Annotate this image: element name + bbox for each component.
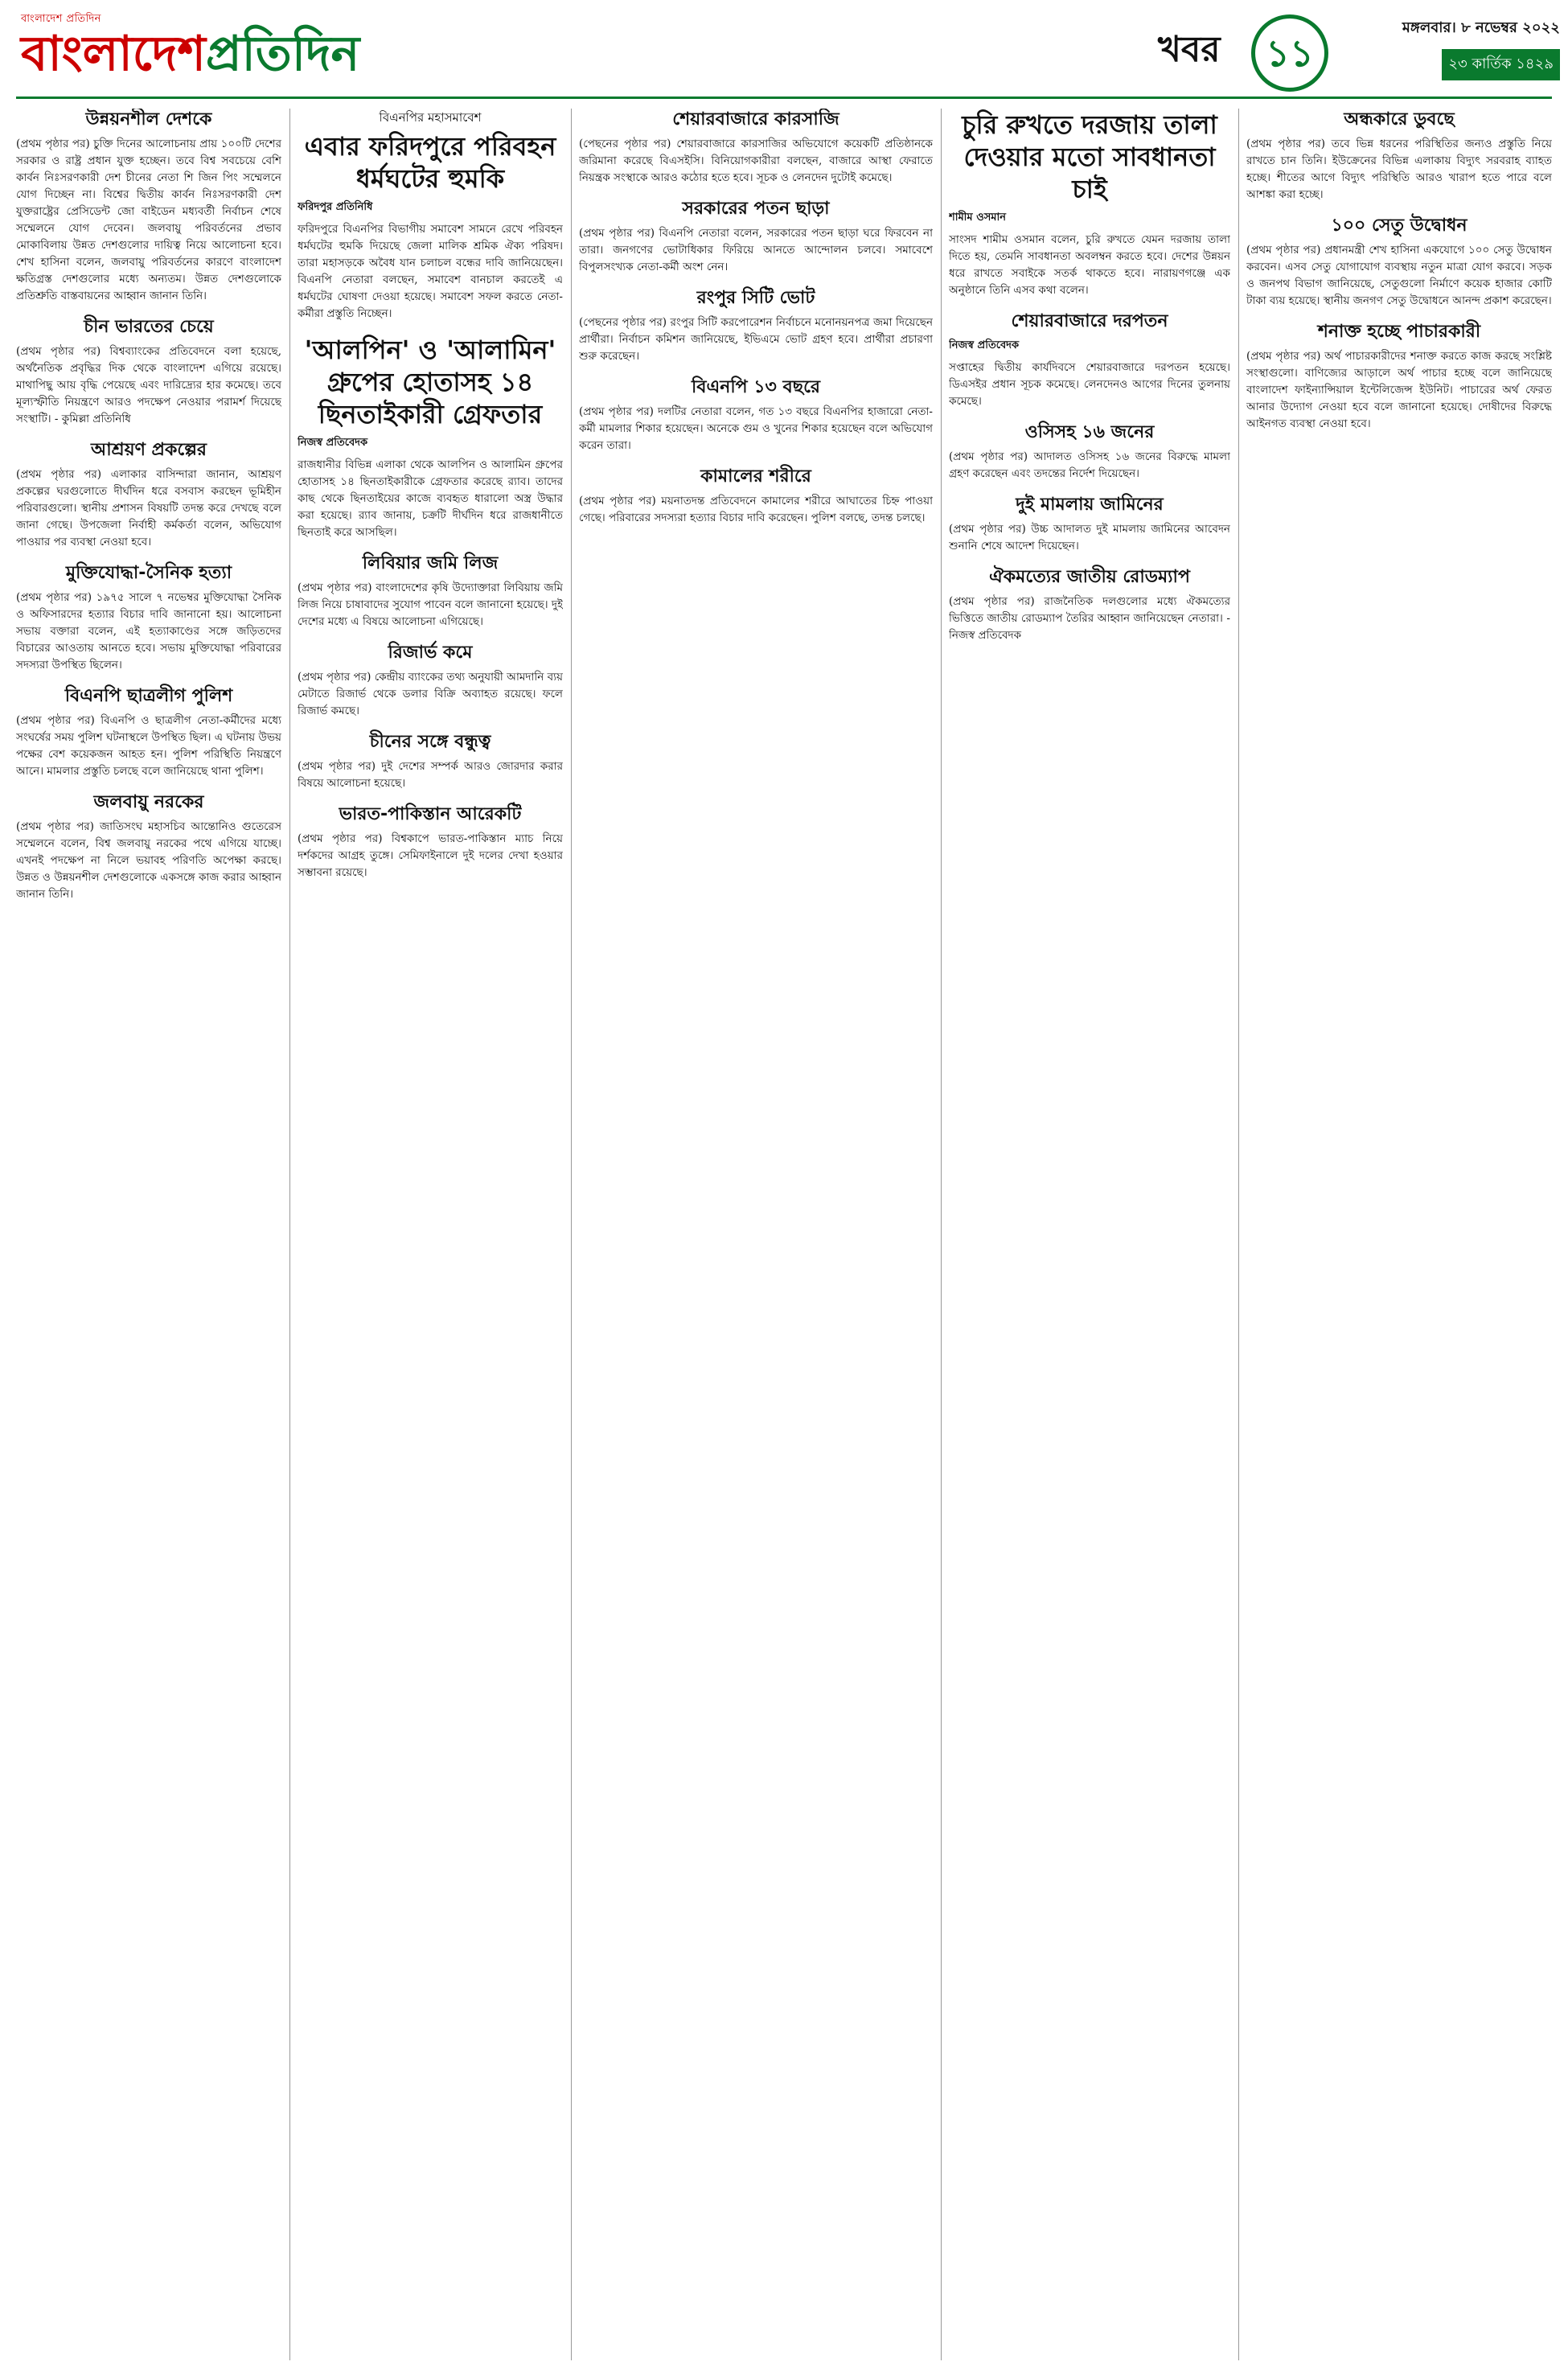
date-bengali: ২৩ কার্তিক ১৪২৯ [1442, 49, 1560, 80]
story-body: (প্রথম পৃষ্ঠার পর) দলটির নেতারা বলেন, গত ১৩ বছরে বিএনপির হাজারো নেতা-কর্মী মামলার শিকার হয়েছেন। অনেকে গুম ও খুনের শিকার হয়েছেন বলে অভিযোগ করেন তারা। [579, 405, 933, 452]
story-headline[interactable]: রংপুর সিটি ভোট [696, 288, 815, 308]
story-body: (প্রথম পৃষ্ঠার পর) এলাকার বাসিন্দারা জানান, আশ্রয়ণ প্রকল্পের ঘরগুলোতে দীর্ঘদিন ধরে বসবাস করছেন ভূমিহীন পরিবারগুলো। স্থানীয় প্রশাসন বিষয়টি তদন্ত করে দেখছে বলে জানা গেছে। উপজেলা নির্বাহী কর্মকর্তা বলেন, অভিযোগ পাওয়ার পর ব্যবস্থা নেওয়া হবে। [16, 468, 281, 548]
story-headline[interactable]: ঐকমত্যের জাতীয় রোডম্যাপ [989, 567, 1190, 587]
logo-accent: প্রতিদিন [205, 26, 360, 82]
column-3 [579, 109, 933, 2360]
logo-tagline: বাংলাদেশ প্রতিদিন [21, 13, 101, 25]
story-headline[interactable]: লিবিয়ার জমি লিজ [362, 553, 499, 573]
column-1 [16, 109, 281, 2360]
story-body: (প্রথম পৃষ্ঠার পর) ১৯৭৫ সালে ৭ নভেম্বর মুক্তিযোদ্ধা সৈনিক ও অফিসারদের হত্যার বিচার দাবি জানানো হয়। আলোচনা সভায় বক্তারা বলেন, এই হত্যাকাণ্ডের সঙ্গে জড়িতদের বিচারের আওতায় আনতে হবে। সভায় মুক্তিযোদ্ধা পরিবারের সদস্যরা উপস্থিত ছিলেন। [16, 591, 281, 672]
news-story[interactable] [1246, 109, 1552, 203]
news-story[interactable] [1246, 321, 1552, 433]
story-body: সাংসদ শামীম ওসমান বলেন, চুরি রুখতে যেমন দরজায় তালা দিতে হয়, তেমনি সাবধানতা অবলম্বন করতে হবে। দেশের উন্নয়ন ধরে রাখতে সবাইকে সতর্ক থাকতে হবে। নারায়ণগঞ্জে এক অনুষ্ঠানে তিনি এসব কথা বলেন। [949, 233, 1230, 297]
story-headline[interactable]: সরকারের পতন ছাড়া [682, 199, 830, 219]
story-headline[interactable]: শেয়ারবাজারে কারসাজি [672, 109, 839, 129]
news-story[interactable] [298, 642, 563, 720]
story-byline: নিজস্ব প্রতিবেদক [949, 339, 1020, 351]
story-body: (প্রথম পৃষ্ঠার পর) কেন্দ্রীয় ব্যাংকের তথ্য অনুযায়ী আমদানি ব্যয় মেটাতে রিজার্ভ থেকে ডলার বিক্রি অব্যাহত রয়েছে। ফলে রিজার্ভ কমছে। [298, 671, 563, 717]
newspaper-logo[interactable] [21, 11, 359, 80]
news-story[interactable] [16, 109, 281, 305]
story-body: (প্রথম পৃষ্ঠার পর) বিএনপি নেতারা বলেন, সরকারের পতন ছাড়া ঘরে ফিরবেন না তারা। জনগণের ভোটাধিকার ফিরিয়ে আনতে আন্দোলন চলবে। সমাবেশে বিপুলসংখ্যক নেতা-কর্মী অংশ নেন। [579, 227, 933, 273]
story-headline[interactable]: মুক্তিযোদ্ধা-সৈনিক হত্যা [65, 563, 232, 583]
news-story[interactable] [949, 310, 1230, 410]
column-divider [571, 109, 572, 2360]
story-headline[interactable]: জলবায়ু নরকের [93, 792, 204, 812]
story-body: (প্রথম পৃষ্ঠার পর) বিশ্বকাপে ভারত-পাকিস্তান ম্যাচ নিয়ে দর্শকদের আগ্রহ তুঙ্গে। সেমিফাইনালে দুই দলের দেখা হওয়ার সম্ভাবনা রয়েছে। [298, 832, 563, 879]
story-body: রাজধানীর বিভিন্ন এলাকা থেকে আলপিন ও আলামিন গ্রুপের হোতাসহ ১৪ ছিনতাইকারীকে গ্রেফতার করেছে র‍্যাব। তাদের কাছ থেকে ছিনতাইয়ের কাজে ব্যবহৃত ধারালো অস্ত্র উদ্ধার করা হয়েছে। র‍্যাব জানায়, চক্রটি দীর্ঘদিন ধরে রাজধানীতে ছিনতাই করে আসছিল। [298, 458, 563, 539]
column-2 [298, 109, 563, 2360]
page-number: ১১ [1251, 14, 1328, 92]
story-headline[interactable]: দুই মামলায় জামিনের [1016, 495, 1164, 515]
news-story[interactable] [579, 466, 933, 527]
story-body: ফরিদপুরে বিএনপির বিভাগীয় সমাবেশ সামনে রেখে পরিবহন ধর্মঘটের হুমকি দিয়েছে জেলা মালিক শ্রমিক ঐক্য পরিষদ। তারা মহাসড়কে অবৈধ যান চলাচল বন্ধের দাবি জানিয়েছেন। বিএনপি নেতারা বলছেন, সমাবেশ বানচাল করতেই এ ধর্মঘটের ঘোষণা দেওয়া হয়েছে। সমাবেশ সফল করতে নেতা-কর্মীরা প্রস্তুতি নিচ্ছেন। [298, 223, 563, 320]
news-story[interactable] [298, 334, 563, 541]
news-story[interactable] [579, 198, 933, 276]
news-story[interactable] [16, 439, 281, 551]
date-gregorian: মঙ্গলবার। ৮ নভেম্বর ২০২২ [1402, 19, 1560, 36]
story-headline[interactable]: ভারত-পাকিস্তান আরেকটি [339, 804, 522, 824]
news-story[interactable] [949, 109, 1230, 299]
logo-main: বাংলাদেশ [21, 26, 206, 82]
story-body: (প্রথম পৃষ্ঠার পর) আদালত ওসিসহ ১৬ জনের বিরুদ্ধে মামলা গ্রহণ করেছেন এবং তদন্তের নির্দেশ দিয়েছেন। [949, 450, 1230, 480]
news-story[interactable] [298, 731, 563, 792]
story-body: (প্রথম পৃষ্ঠার পর) উচ্চ আদালত দুই মামলায় জামিনের আবেদন শুনানি শেষে আদেশ দিয়েছেন। [949, 523, 1230, 552]
story-body: (প্রথম পৃষ্ঠার পর) বাংলাদেশের কৃষি উদ্যোক্তারা লিবিয়ায় জমি লিজ নিয়ে চাষাবাদের সুযোগ পাবেন বলে জানানো হয়েছে। দুই দেশের মধ্যে এ বিষয়ে আলোচনা এগিয়েছে। [298, 581, 563, 628]
story-headline[interactable]: চুরি রুখতে দরজায় তালা দেওয়ার মতো সাবধানতা চাই [962, 109, 1217, 204]
story-body: (প্রথম পৃষ্ঠার পর) অর্থ পাচারকারীদের শনাক্ত করতে কাজ করছে সংশ্লিষ্ট সংস্থাগুলো। বাণিজ্যের আড়ালে অর্থ পাচার হচ্ছে বলে জানিয়েছে বাংলাদেশ ফাইন্যান্সিয়াল ইন্টেলিজেন্স ইউনিট। পাচারের অর্থ ফেরত আনার উদ্যোগ নেওয়া হবে বলে জানানো হয়েছে। দোষীদের বিরুদ্ধে আইনগত ব্যবস্থা নেওয়া হবে। [1246, 350, 1552, 430]
story-headline[interactable]: চীনের সঙ্গে বন্ধুত্ব [369, 732, 491, 752]
story-byline: নিজস্ব প্রতিবেদক [298, 437, 368, 449]
section-title: খবর [1158, 29, 1221, 70]
story-body: (প্রথম পৃষ্ঠার পর) ময়নাতদন্ত প্রতিবেদনে কামালের শরীরে আঘাতের চিহ্ন পাওয়া গেছে। পরিবারের সদস্যরা হত্যার বিচার দাবি করেছেন। পুলিশ বলছে, তদন্ত চলছে। [579, 495, 933, 524]
news-story[interactable] [949, 421, 1230, 483]
story-body: (প্রথম পৃষ্ঠার পর) প্রধানমন্ত্রী শেখ হাসিনা একযোগে ১০০ সেতু উদ্বোধন করবেন। এসব সেতু যোগাযোগ ব্যবস্থায় নতুন মাত্রা যোগ করবে। সড়ক ও জনপথ বিভাগ জানিয়েছে, সেতুগুলো নির্মাণে কয়েক হাজার কোটি টাকা ব্যয় হয়েছে। স্থানীয় জনগণ সেতু উদ্বোধনে আনন্দ প্রকাশ করেছেন। [1246, 244, 1552, 307]
story-headline[interactable]: রিজার্ভ কমে [388, 643, 473, 663]
story-headline[interactable]: এবার ফরিদপুরে পরিবহন ধর্মঘটের হুমকি [304, 131, 556, 194]
column-5 [1246, 109, 1552, 2360]
news-story[interactable] [298, 803, 563, 881]
masthead-rule [16, 97, 1552, 99]
news-story[interactable] [16, 791, 281, 903]
news-story[interactable] [16, 562, 281, 674]
masthead [0, 0, 1568, 105]
story-body: (প্রথম পৃষ্ঠার পর) রাজনৈতিক দলগুলোর মধ্যে ঐকমত্যের ভিত্তিতে জাতীয় রোডম্যাপ তৈরির আহ্বান জানিয়েছেন নেতারা। - নিজস্ব প্রতিবেদক [949, 595, 1230, 642]
story-headline[interactable]: 'আলপিন' ও 'আলামিন' গ্রুপের হোতাসহ ১৪ ছিনতাইকারী গ্রেফতার [304, 335, 556, 429]
column-4 [949, 109, 1230, 2360]
news-story[interactable] [579, 376, 933, 454]
news-story[interactable] [949, 566, 1230, 644]
story-headline[interactable]: ওসিসহ ১৬ জনের [1024, 422, 1155, 442]
story-headline[interactable]: শেয়ারবাজারে দরপতন [1011, 311, 1168, 331]
news-story[interactable] [1246, 215, 1552, 310]
story-headline[interactable]: ১০০ সেতু উদ্বোধন [1331, 216, 1467, 236]
story-headline[interactable]: আশ্রয়ণ প্রকল্পের [90, 440, 207, 460]
story-body: (পেছনের পৃষ্ঠার পর) রংপুর সিটি করপোরেশন নির্বাচনে মনোনয়নপত্র জমা দিয়েছেন প্রার্থীরা। নির্বাচন কমিশন জানিয়েছে, ইভিএমে ভোট গ্রহণ হবে। প্রার্থীরা প্রচারণা শুরু করেছেন। [579, 316, 933, 363]
story-headline[interactable]: বিএনপি ১৩ বছরে [691, 377, 821, 397]
news-story[interactable] [579, 287, 933, 365]
column-divider [941, 109, 942, 2360]
news-story[interactable] [298, 552, 563, 630]
story-headline[interactable]: চীন ভারতের চেয়ে [84, 317, 214, 337]
story-byline: শামীম ওসমান [949, 212, 1007, 224]
story-headline[interactable]: অন্ধকারে ডুবছে [1344, 109, 1455, 129]
story-body: (পেছনের পৃষ্ঠার পর) শেয়ারবাজারে কারসাজির অভিযোগে কয়েকটি প্রতিষ্ঠানকে জরিমানা করেছে বিএসইসি। বিনিয়োগকারীরা বলছেন, বাজারে আস্থা ফেরাতে নিয়ন্ত্রক সংস্থাকে আরও কঠোর হতে হবে। সূচক ও লেনদেন দুটোই কমেছে। [579, 138, 933, 184]
column-divider [289, 109, 290, 2360]
news-story[interactable] [579, 109, 933, 187]
dateline [1327, 16, 1560, 80]
story-body: (প্রথম পৃষ্ঠার পর) দুই দেশের সম্পর্ক আরও জোরদার করার বিষয়ে আলোচনা হয়েছে। [298, 760, 563, 790]
story-body: (প্রথম পৃষ্ঠার পর) বিশ্বব্যাংকের প্রতিবেদনে বলা হয়েছে, অর্থনৈতিক প্রবৃদ্ধির দিক থেকে বাংলাদেশ এগিয়ে রয়েছে। মাথাপিছু আয় বৃদ্ধি পেয়েছে এবং দারিদ্র্যের হার কমেছে। তবে মূল্যস্ফীতি নিয়ন্ত্রণে আরও পদক্ষেপ নেওয়ার পরামর্শ দিয়েছে সংস্থাটি। - কুমিল্লা প্রতিনিধি [16, 345, 281, 425]
story-headline[interactable]: বিএনপি ছাত্রলীগ পুলিশ [64, 686, 233, 706]
news-story[interactable] [16, 316, 281, 428]
story-byline: ফরিদপুর প্রতিনিধি [298, 201, 373, 213]
news-story[interactable] [16, 685, 281, 780]
story-kicker: বিএনপির মহাসমাবেশ [379, 110, 482, 125]
news-story[interactable] [949, 494, 1230, 555]
story-headline[interactable]: উন্নয়নশীল দেশকে [85, 109, 212, 129]
story-headline[interactable]: শনাক্ত হচ্ছে পাচারকারী [1317, 322, 1481, 342]
story-headline[interactable]: কামালের শরীরে [700, 466, 811, 487]
story-body: (প্রথম পৃষ্ঠার পর) জাতিসংঘ মহাসচিব আন্তোনিও গুতেরেস সম্মেলনে বলেন, বিশ্ব জলবায়ু নরকের পথে এগিয়ে যাচ্ছে। এখনই পদক্ষেপ না নিলে ভয়াবহ পরিণতি অপেক্ষা করছে। উন্নত ও উন্নয়নশীল দেশগুলোকে একসঙ্গে কাজ করার আহ্বান জানান তিনি। [16, 820, 281, 901]
story-body: (প্রথম পৃষ্ঠার পর) বিএনপি ও ছাত্রলীগ নেতা-কর্মীদের মধ্যে সংঘর্ষের সময় পুলিশ ঘটনাস্থলে উপস্থিত ছিল। এ ঘটনায় উভয় পক্ষের বেশ কয়েকজন আহত হন। পুলিশ পরিস্থিতি নিয়ন্ত্রণে আনে। মামলার প্রস্তুতি চলছে বলে জানিয়েছে থানা পুলিশ। [16, 714, 281, 778]
news-story[interactable] [298, 109, 563, 322]
story-body: (প্রথম পৃষ্ঠার পর) চুক্তি দিনের আলোচনায় প্রায় ১০০টি দেশের সরকার ও রাষ্ট্র প্রধান যুক্ত হচ্ছেন। তবে বিশ্ব সবচেয়ে বেশি কার্বন নিঃসরণকারী দেশ চীনের নেতা শি জিন পিং সম্মেলনে যোগ দিচ্ছেন না। বিশ্বের দ্বিতীয় কার্বন নিঃসরণকারী দেশ যুক্তরাষ্ট্রের প্রেসিডেন্ট জো বাইডেন মধ্যবর্তী নির্বাচন শেষে সম্মেলনে যোগ দেবেন। জলবায়ু পরিবর্তনের প্রভাব মোকাবিলায় উন্নত দেশগুলোর দায়িত্ব নিয়ে আলোচনা হবে। শেখ হাসিনা বলেন, জলবায়ু পরিবর্তনের কারণে বাংলাদেশ ক্ষতিগ্রস্ত দেশগুলোর মধ্যে অন্যতম। উন্নত দেশগুলোকে প্রতিশ্রুতি বাস্তবায়নের আহ্বান জানান তিনি। [16, 138, 281, 302]
story-body: সপ্তাহের দ্বিতীয় কার্যদিবসে শেয়ারবাজারে দরপতন হয়েছে। ডিএসইর প্রধান সূচক কমেছে। লেনদেনও আগের দিনের তুলনায় কমেছে। [949, 361, 1230, 408]
column-divider [1238, 109, 1239, 2360]
story-body: (প্রথম পৃষ্ঠার পর) তবে ভিন্ন ধরনের পরিস্থিতির জন্যও প্রস্তুতি নিয়ে রাখতে চান তিনি। ইউক্রেনের বিভিন্ন এলাকায় বিদ্যুৎ সরবরাহ ব্যাহত হচ্ছে। শীতের আগে বিদ্যুৎ পরিস্থিতি আরও খারাপ হতে পারে বলে আশঙ্কা করা হচ্ছে। [1246, 138, 1552, 201]
